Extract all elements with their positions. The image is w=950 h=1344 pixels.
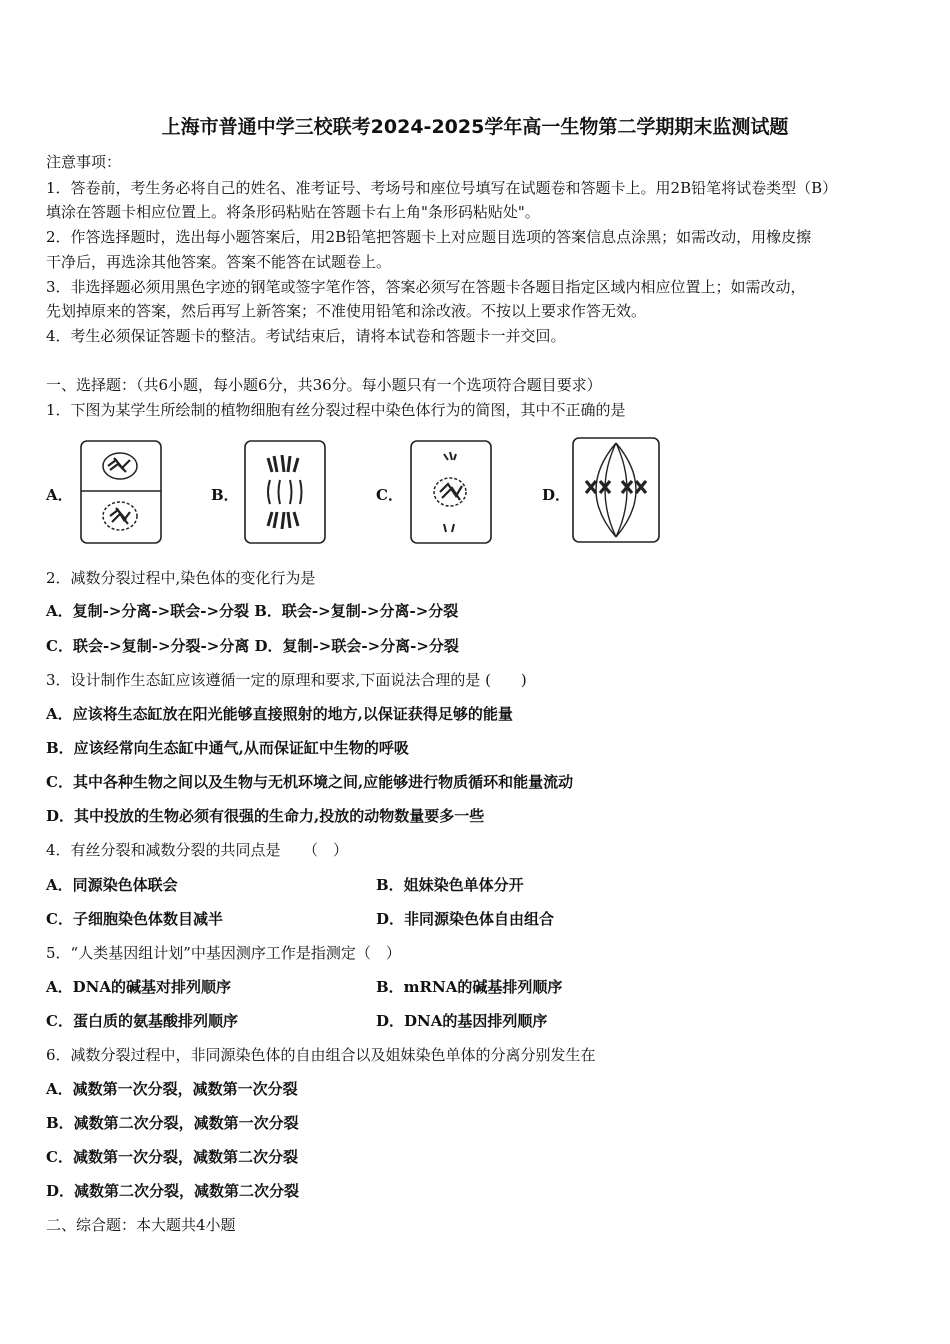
notice-line: 2．作答选择题时，选出每小题答案后，用2B铅笔把答题卡上对应题目选项的答案信息点涂黑；如需改动，用橡皮擦 (46, 228, 812, 246)
question-stem: 5．“人类基因组计划”中基因测序工作是指测定（ ） (46, 944, 401, 962)
option-label-d: D． (542, 486, 571, 504)
question-stem: 2．减数分裂过程中,染色体的变化行为是 (46, 569, 316, 587)
notice-line: 3．非选择题必须用黑色字迹的钢笔或签字笔作答，答案必须写在答题卡各题目指定区域内相应位置上；如需改动， (46, 278, 806, 296)
option-label-c: C． (376, 486, 403, 504)
option-d: D．非同源染色体自由组合 (376, 910, 555, 928)
notice-line: 1．答卷前，考生务必将自己的姓名、准考证号、考场号和座位号填写在试题卷和答题卡上。用2B铅笔将试卷类型（B） (46, 179, 838, 197)
cell-diagram-c (410, 440, 492, 544)
question-stem: 1．下图为某学生所绘制的植物细胞有丝分裂过程中染色体行为的简图，其中不正确的是 (46, 401, 626, 419)
option-row: A．复制->分离->联会->分裂 B．联会->复制->分离->分裂 (46, 602, 459, 620)
option-a: A．同源染色体联会 (46, 876, 178, 894)
question-stem: 4．有丝分裂和减数分裂的共同点是 （ ） (46, 841, 349, 859)
option: C．其中各种生物之间以及生物与无机环境之间,应能够进行物质循环和能量流动 (46, 773, 574, 791)
page-title: 上海市普通中学三校联考2024-2025学年高一生物第二学期期末监测试题 (161, 116, 789, 138)
option-c: C．子细胞染色体数目减半 (46, 910, 223, 928)
option: A．应该将生态缸放在阳光能够直接照射的地方,以保证获得足够的能量 (46, 705, 513, 723)
section-heading: 一、选择题：（共6小题，每小题6分，共36分。每小题只有一个选项符合题目要求） (46, 376, 602, 394)
notice-line: 填涂在答题卡相应位置上。将条形码粘贴在答题卡右上角"条形码粘贴处"。 (46, 203, 540, 221)
option-d: D．DNA的基因排列顺序 (376, 1012, 548, 1030)
question-stem: 3．设计制作生态缸应该遵循一定的原理和要求,下面说法合理的是 ( ) (46, 671, 527, 689)
option-b: B．mRNA的碱基排列顺序 (376, 978, 563, 996)
option-c: C．蛋白质的氨基酸排列顺序 (46, 1012, 238, 1030)
option: C．减数第一次分裂，减数第二次分裂 (46, 1148, 298, 1166)
section-heading: 二、综合题：本大题共4小题 (46, 1216, 236, 1234)
cell-diagram-b (244, 440, 326, 544)
notice-heading: 注意事项： (46, 153, 122, 171)
option-a: A．DNA的碱基对排列顺序 (46, 978, 231, 996)
cell-diagram-a (80, 440, 162, 544)
notice-line: 干净后，再选涂其他答案。答案不能答在试题卷上。 (46, 253, 392, 271)
option-label-a: A． (46, 486, 73, 504)
option: D．其中投放的生物必须有很强的生命力,投放的动物数量要多一些 (46, 807, 485, 825)
option-b: B．姐妹染色单体分开 (376, 876, 524, 894)
option: D．减数第二次分裂，减数第二次分裂 (46, 1182, 300, 1200)
option: B．减数第二次分裂，减数第一次分裂 (46, 1114, 299, 1132)
notice-line: 4．考生必须保证答题卡的整洁。考试结束后，请将本试卷和答题卡一并交回。 (46, 327, 566, 345)
question-stem: 6．减数分裂过程中，非同源染色体的自由组合以及姐妹染色单体的分离分别发生在 (46, 1046, 596, 1064)
option-row: C．联会->复制->分裂->分离 D．复制->联会->分离->分裂 (46, 637, 459, 655)
option: A．减数第一次分裂，减数第一次分裂 (46, 1080, 298, 1098)
option: B．应该经常向生态缸中通气,从而保证缸中生物的呼吸 (46, 739, 409, 757)
cell-diagram-d (572, 437, 660, 543)
notice-line: 先划掉原来的答案，然后再写上新答案；不准使用铅笔和涂改液。不按以上要求作答无效。 (46, 302, 647, 320)
option-label-b: B． (211, 486, 239, 504)
